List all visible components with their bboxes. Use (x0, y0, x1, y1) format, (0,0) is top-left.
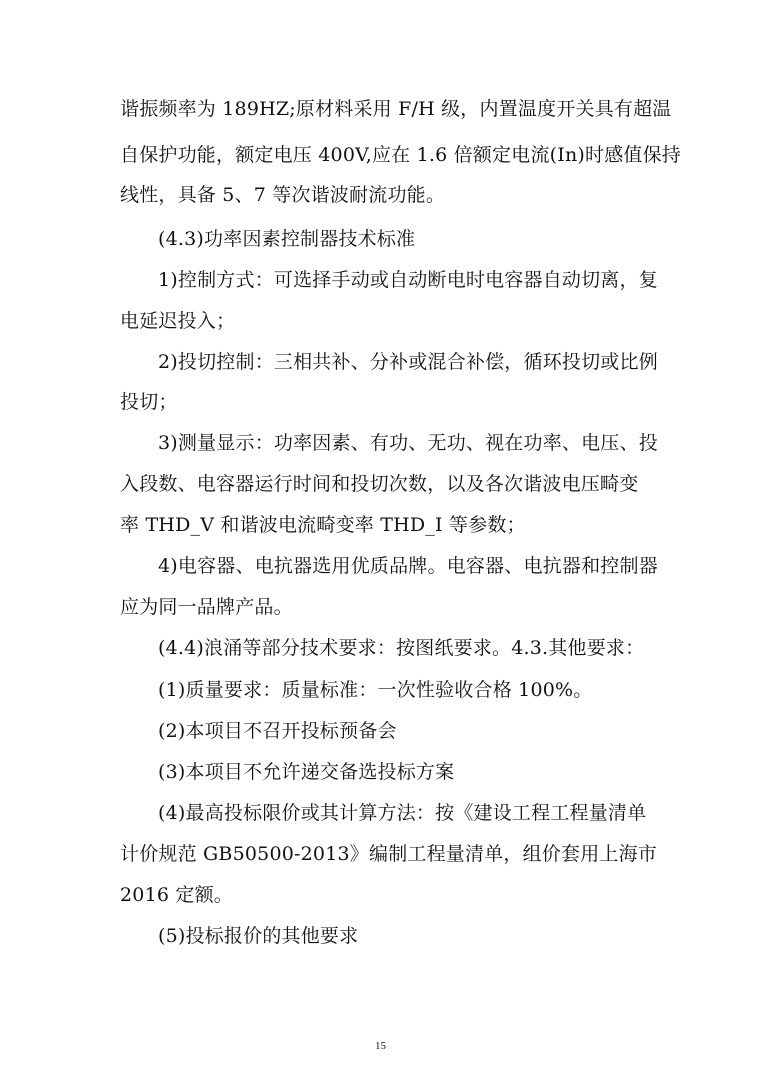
section-heading: (4.3)功率因素控制器技术标准 (158, 228, 416, 250)
text-line: 计价规范 GB50500-2013》编制工程量清单，组价套用上海市 (120, 843, 657, 865)
text-line: 电延迟投入； (120, 310, 236, 332)
text-line: (3)本项目不允许递交备选投标方案 (158, 761, 455, 783)
text-line: 入段数、电容器运行时间和投切次数，以及各次谐波电压畸变 (120, 473, 639, 495)
section-heading: (4.4)浪涌等部分技术要求：按图纸要求。4.3.其他要求： (158, 637, 645, 659)
text-line: 3)测量显示：功率因素、有功、无功、视在功率、电压、投 (158, 432, 658, 454)
text-line: 1)控制方式：可选择手动或自动断电时电容器自动切离，复 (158, 269, 658, 291)
text-line: 自保护功能，额定电压 400V,应在 1.6 倍额定电流(In)时感值保持 (120, 144, 682, 166)
text-line: (2)本项目不召开投标预备会 (158, 720, 397, 742)
text-line: 率 THD_V 和谐波电流畸变率 THD_I 等参数； (120, 514, 526, 536)
page-number: 15 (375, 1040, 386, 1052)
text-line: 线性，具备 5、7 等次谐波耐流功能。 (120, 184, 446, 206)
text-line: 谐振频率为 189HZ;原材料采用 F/H 级，内置温度开关具有超温 (120, 98, 672, 120)
text-line: (1)质量要求：质量标准：一次性验收合格 100%。 (158, 679, 593, 701)
text-line: 投切； (120, 391, 178, 413)
text-line: 2)投切控制：三相共补、分补或混合补偿，循环投切或比例 (158, 351, 658, 373)
text-line: 2016 定额。 (120, 884, 233, 906)
text-line: (4)最高投标限价或其计算方法：按《建设工程工程量清单 (158, 802, 647, 824)
text-line: 4)电容器、电抗器选用优质品牌。电容器、电抗器和控制器 (158, 555, 658, 577)
text-line: (5)投标报价的其他要求 (158, 925, 359, 947)
text-line: 应为同一品牌产品。 (120, 596, 293, 618)
